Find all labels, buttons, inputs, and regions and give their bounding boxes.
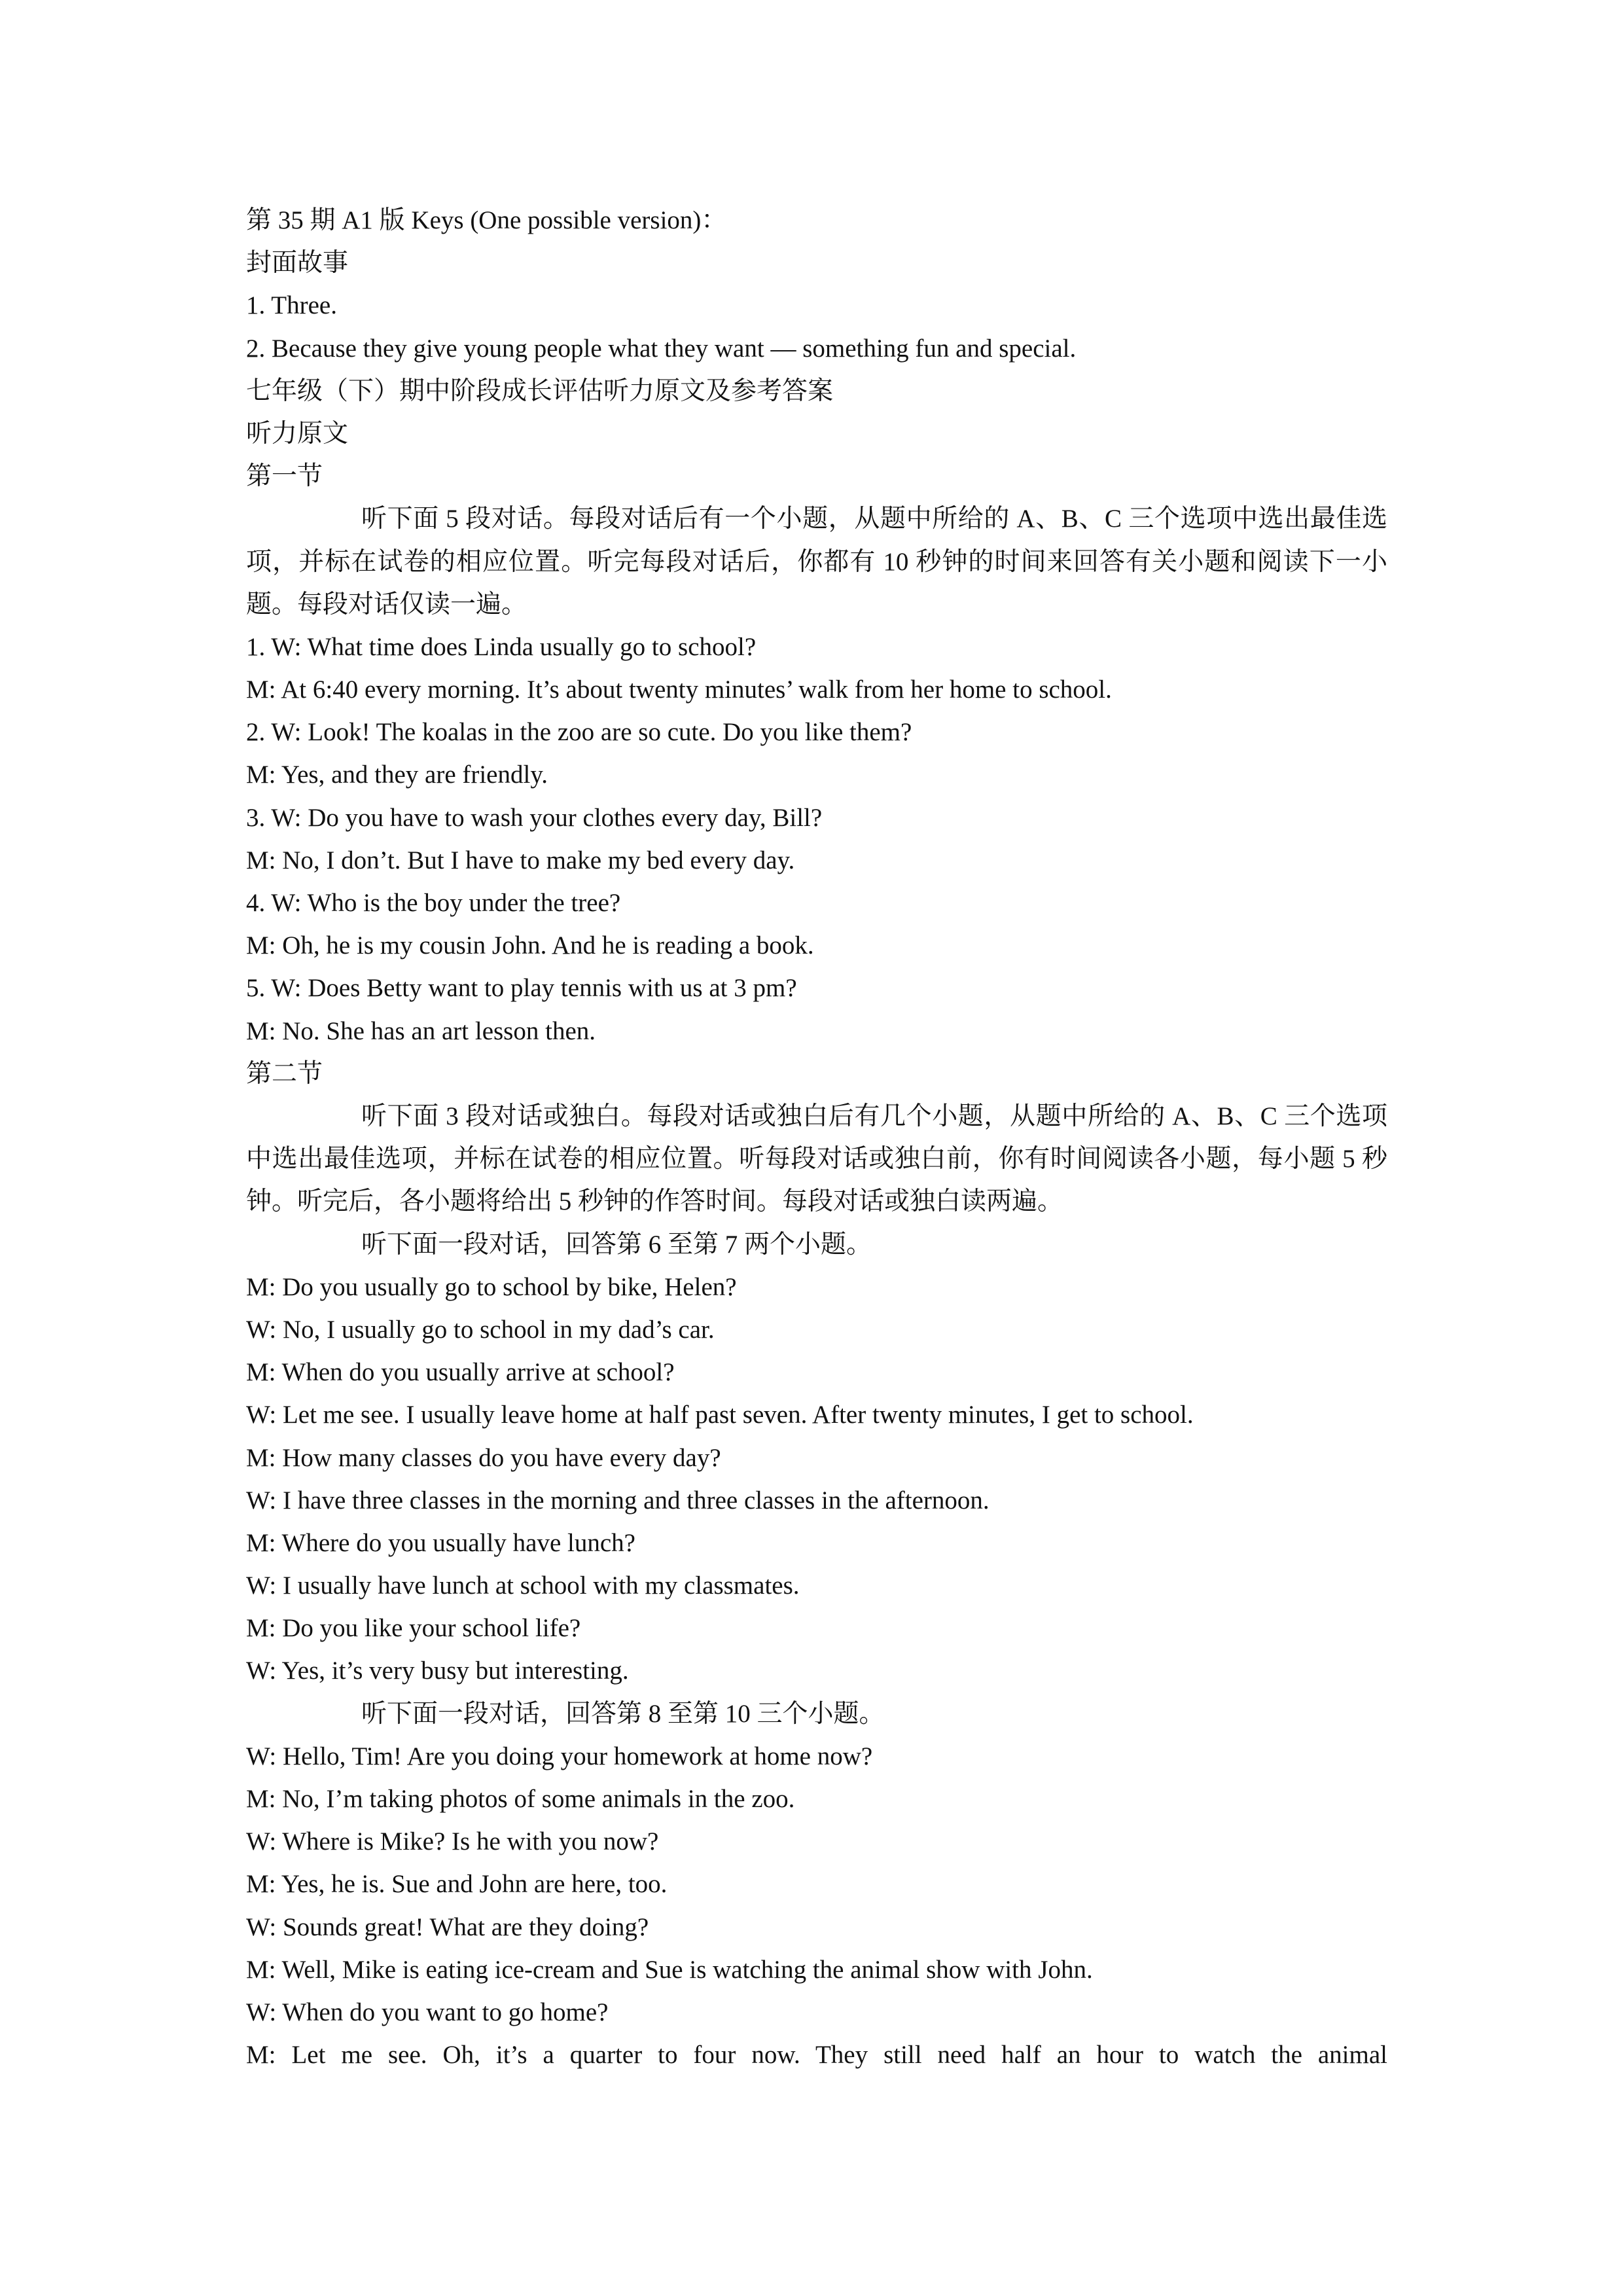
dialogue-line: M: No. She has an art lesson then.: [246, 1016, 596, 1045]
dialogue-line: W: Where is Mike? Is he with you now?: [246, 1827, 659, 1856]
dialogue-line: 4. W: Who is the boy under the tree?: [246, 889, 621, 918]
dialogue-line: M: Do you like your school life?: [246, 1614, 581, 1643]
dialogue-line: M: Oh, he is my cousin John. And he is reading a book.: [246, 931, 814, 960]
dialogue-line: M: No, I’m taking photos of some animals in the zoo.: [246, 1785, 795, 1814]
dialogue-line: M: No, I don’t. But I have to make my bed every day.: [246, 846, 795, 874]
issue-header: 第 35 期 A1 版 Keys (One possible version)：: [246, 206, 727, 234]
dialogue-line-continued: M: Let me see. Oh, it’s a quarter to four now. They still need half an hour to watch the animal: [246, 2041, 1387, 2070]
dialogue-line: W: Hello, Tim! Are you doing your homework at home now?: [246, 1742, 873, 1770]
dialogue-line: M: How many classes do you have every day?: [246, 1443, 721, 1472]
dialogue-line: 5. W: Does Betty want to play tennis with us at 3 pm?: [246, 974, 797, 1003]
dialogue-line: M: Where do you usually have lunch?: [246, 1528, 635, 1557]
dialogue-line: M: Do you usually go to school by bike, Helen?: [246, 1272, 737, 1301]
dialogue-line: W: No, I usually go to school in my dad’s car.: [246, 1315, 715, 1344]
dialogue-line: M: Well, Mike is eating ice-cream and Sue is watching the animal show with John.: [246, 1955, 1093, 1984]
section2-title: 第二节: [246, 1059, 323, 1088]
section2-instructions: 听下面 3 段对话或独白。每段对话或独白后有几个小题，从题中所给的 A、B、C 三个选项中选出最佳选项，并标在试卷的相应位置。听每段对话或独白前，你有时间阅读各小题，每小题 5 秒钟。听完后，各小题将给出 5 秒钟的作答时间。每段对话或独白读两遍。: [246, 1102, 1387, 1216]
listening-title: 七年级（下）期中阶段成长评估听力原文及参考答案: [246, 376, 834, 405]
section1-instructions: 听下面 5 段对话。每段对话后有一个小题，从题中所给的 A、B、C 三个选项中选出最佳选项，并标在试卷的相应位置。听完每段对话后，你都有 10 秒钟的时间来回答有关小题和阅读下一小题。每段对话仅读一遍。: [246, 505, 1387, 619]
dialogue2-intro: 听下面一段对话，回答第 8 至第 10 三个小题。: [361, 1699, 885, 1728]
section1-title: 第一节: [246, 462, 323, 491]
dialogue-line: M: Yes, and they are friendly.: [246, 761, 548, 789]
dialogue-line: 3. W: Do you have to wash your clothes every day, Bill?: [246, 803, 823, 832]
dialogue-line: W: I usually have lunch at school with my classmates.: [246, 1571, 800, 1600]
key-answer-2: 2. Because they give young people what they want — something fun and special.: [246, 334, 1077, 363]
dialogue-line: W: Let me see. I usually leave home at half past seven. After twenty minutes, I get to school.: [246, 1401, 1194, 1429]
dialogue-line: M: At 6:40 every morning. It’s about twenty minutes’ walk from her home to school.: [246, 675, 1112, 704]
key-answer-1: 1. Three.: [246, 291, 337, 320]
dialogue1-intro: 听下面一段对话，回答第 6 至第 7 两个小题。: [361, 1230, 872, 1259]
dialogue-line: W: Yes, it’s very busy but interesting.: [246, 1657, 629, 1685]
dialogue-line: W: I have three classes in the morning and three classes in the afternoon.: [246, 1486, 990, 1515]
dialogue-line: W: When do you want to go home?: [246, 1998, 609, 2026]
listening-subtitle: 听力原文: [246, 419, 349, 448]
document-page: [246, 199, 1387, 2076]
dialogue-line: 1. W: What time does Linda usually go to school?: [246, 632, 757, 661]
dialogue-line: M: When do you usually arrive at school?: [246, 1358, 675, 1387]
dialogue-line: 2. W: Look! The koalas in the zoo are so cute. Do you like them?: [246, 718, 912, 747]
dialogue-line: W: Sounds great! What are they doing?: [246, 1912, 649, 1941]
dialogue-line: M: Yes, he is. Sue and John are here, too.: [246, 1870, 668, 1899]
cover-story-title: 封面故事: [246, 249, 349, 278]
